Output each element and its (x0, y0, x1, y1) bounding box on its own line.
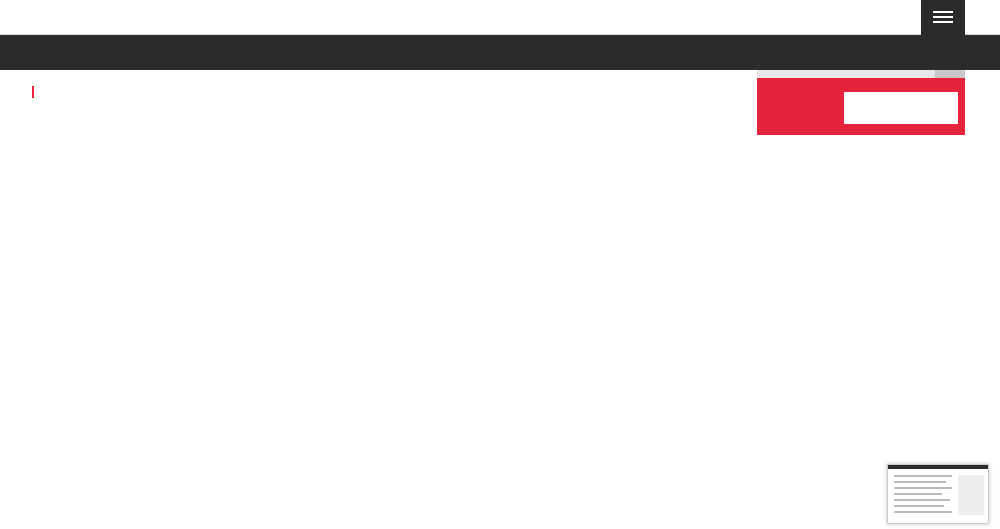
thumbnail-bar (888, 465, 988, 469)
newsletter-text (765, 86, 845, 112)
sub-navigation (0, 35, 1000, 70)
thumbnail-sidebar (958, 475, 984, 515)
newsletter-banner[interactable] (757, 70, 965, 135)
banner-top-strip (757, 70, 965, 78)
thumbnail-line (894, 493, 942, 495)
page-preview-thumbnail[interactable] (887, 464, 989, 524)
thumbnail-line (894, 499, 950, 501)
article-body (32, 78, 722, 102)
thumbnail-line (894, 475, 952, 477)
thumbnail-line (894, 481, 946, 483)
text-selection-highlight (32, 86, 34, 98)
newsletter-signup-box[interactable] (844, 92, 958, 124)
article-paragraph-fee (32, 84, 722, 102)
thumbnail-line (894, 511, 952, 513)
hamburger-line (933, 21, 953, 23)
hamburger-line (933, 11, 953, 13)
hamburger-line (933, 16, 953, 18)
thumbnail-line (894, 487, 952, 489)
thumbnail-line (894, 505, 944, 507)
hamburger-menu-icon[interactable] (921, 0, 965, 35)
top-navigation (0, 0, 1000, 35)
banner-top-mark (935, 70, 965, 78)
